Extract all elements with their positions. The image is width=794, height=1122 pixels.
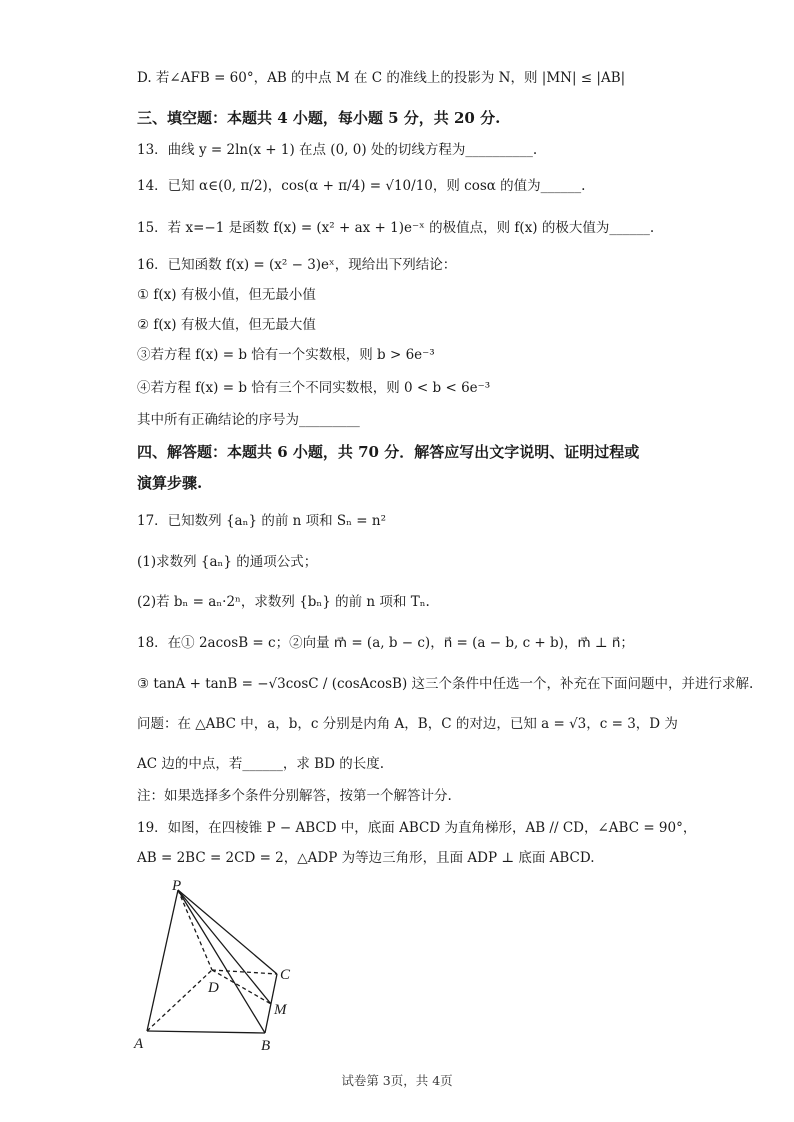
q16-statement-3: ③若方程 f(x) = b 恰有一个实数根，则 b > 6e⁻³ xyxy=(137,347,435,363)
edge-dm xyxy=(212,970,271,1004)
q19-cont: AB = 2BC = 2CD = 2，△ADP 为等边三角形，且面 ADP ⊥ 底面 ABCD. xyxy=(137,850,595,866)
section-heading-answer: 四、解答题：本题共 6 小题，共 70 分．解答应写出文字说明、证明过程或 xyxy=(137,443,640,461)
edge-pb xyxy=(178,890,265,1033)
question-19: 19．如图，在四棱锥 P − ABCD 中，底面 ABCD 为直角梯形，AB // CD，∠ABC = 90°， xyxy=(137,820,697,836)
q18-problem: 问题：在 △ABC 中，a，b，c 分别是内角 A，B，C 的对边，已知 a = √3，c = 3，D 为 xyxy=(137,716,678,732)
question-15: 15．若 x=−1 是函数 f(x) = (x² + ax + 1)e⁻ˣ 的极值点，则 f(x) 的极大值为______. xyxy=(137,220,655,236)
question-17: 17．已知数列 {aₙ} 的前 n 项和 Sₙ = n² xyxy=(137,513,386,529)
label-p: P xyxy=(172,878,182,894)
label-b: B xyxy=(261,1038,271,1054)
q16-statement-4: ④若方程 f(x) = b 恰有三个不同实数根，则 0 < b < 6e⁻³ xyxy=(137,380,491,396)
q16-statement-2: ② f(x) 有极大值，但无最大值 xyxy=(137,317,316,333)
edge-pc xyxy=(178,890,277,974)
section-heading-fill-in: 三、填空题：本题共 4 小题，每小题 5 分，共 20 分. xyxy=(137,109,501,127)
section-heading-answer-cont: 演算步骤. xyxy=(137,474,203,492)
question-14: 14．已知 α∈(0, π/2)，cos(α + π/4) = √10/10，则 cosα 的值为______. xyxy=(137,178,586,194)
edge-ad xyxy=(147,970,212,1031)
q18-condition-3: ③ tanA + tanB = −√3cosC / (cosAcosB) 这三个条件中任选一个，补充在下面问题中，并进行求解. xyxy=(137,676,754,692)
label-d: D xyxy=(208,980,219,996)
q17-part-1: (1)求数列 {aₙ} 的通项公式； xyxy=(137,554,318,570)
pyramid-figure xyxy=(130,878,310,1058)
q16-statement-1: ① f(x) 有极小值，但无最小值 xyxy=(137,287,316,303)
q17-part-2: (2)若 bₙ = aₙ·2ⁿ，求数列 {bₙ} 的前 n 项和 Tₙ. xyxy=(137,594,430,610)
edge-pd xyxy=(178,890,212,970)
question-18: 18．在① 2acosB = c；②向量 m⃗ = (a, b − c)，n⃗ = (a − b, c + b)，m⃗ ⊥ n⃗； xyxy=(137,635,634,651)
q16-answer-prompt: 其中所有正确结论的序号为_________ xyxy=(137,412,360,428)
question-13: 13．曲线 y = 2ln(x + 1) 在点 (0, 0) 处的切线方程为__________. xyxy=(137,142,538,158)
label-a: A xyxy=(134,1036,144,1052)
label-c: C xyxy=(280,967,291,983)
q18-note: 注：如果选择多个条件分别解答，按第一个解答计分. xyxy=(137,788,452,804)
question-16: 16．已知函数 f(x) = (x² − 3)eˣ，现给出下列结论： xyxy=(137,257,457,273)
edge-ab xyxy=(147,1031,265,1033)
label-m: M xyxy=(274,1002,287,1018)
edge-pa xyxy=(147,890,178,1031)
q18-problem-cont: AC 边的中点，若______，求 BD 的长度. xyxy=(137,756,384,772)
edge-pm xyxy=(178,890,271,1004)
option-d: D. 若∠AFB = 60°，AB 的中点 M 在 C 的准线上的投影为 N，则 |MN| ≤ |AB| xyxy=(137,70,626,86)
page-footer: 试卷第 3页，共 4页 xyxy=(341,1073,453,1088)
